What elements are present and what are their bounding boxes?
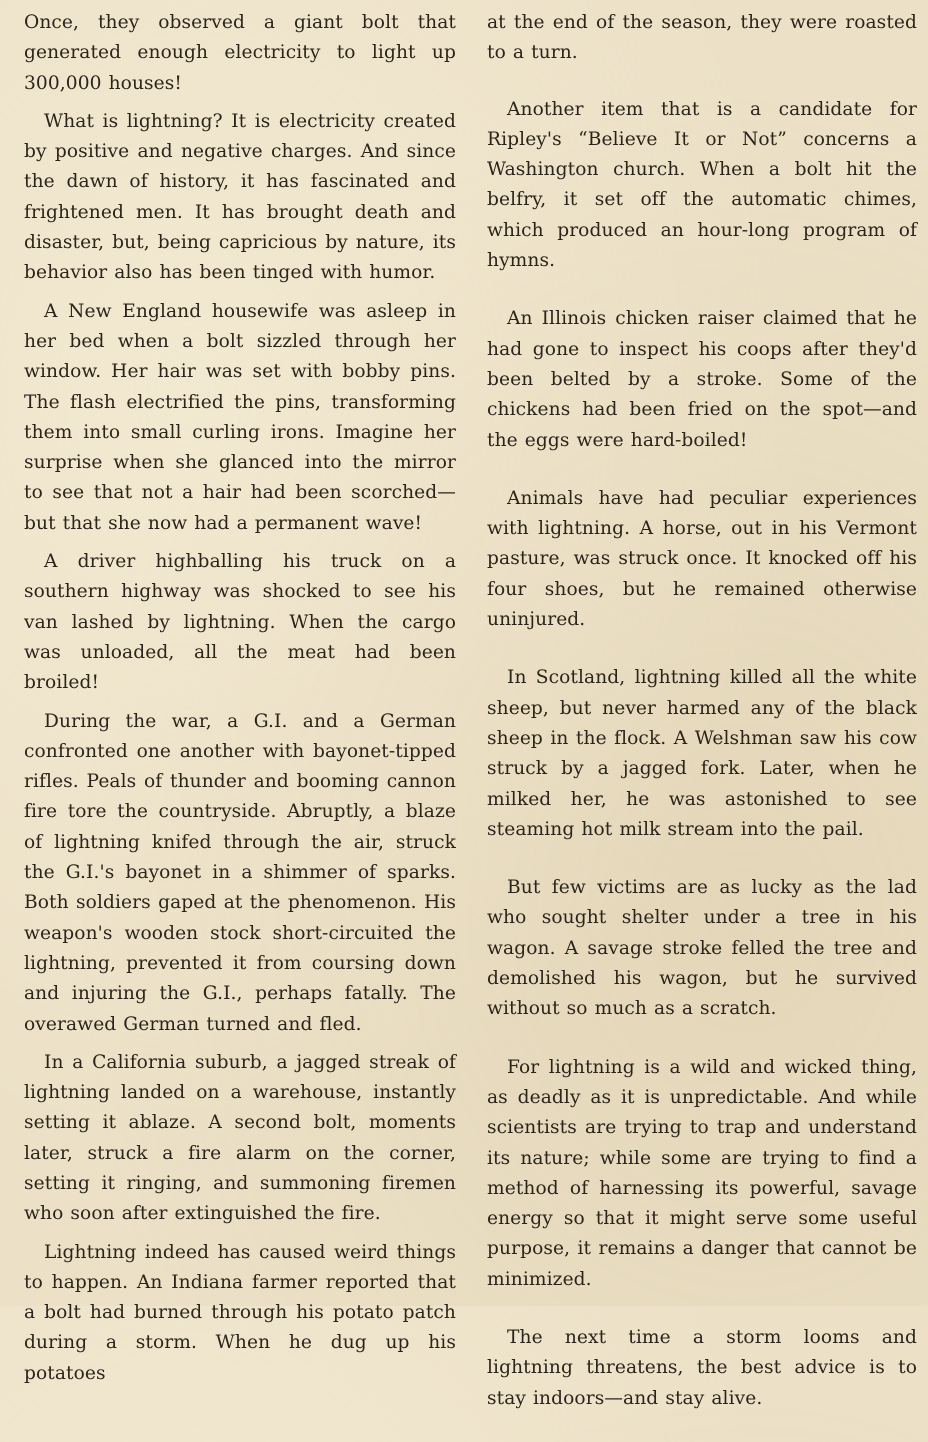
paragraph: For lightning is a wild and wicked thing, as deadly as it is unpredictable. And while scientists are trying to trap and understand its nature; while some are trying to find a method of harnessing its powerful, savage energy so that it might serve some useful purpose, it remains a danger that cannot be minimized. (487, 1056, 917, 1290)
paragraph: Animals have had peculiar experiences with lightning. A horse, out in his Vermont pasture, was struck once. It knocked off his four shoes, but he remained otherwise uninjured. (487, 487, 917, 631)
paragraph: An Illinois chicken raiser claimed that he had gone to inspect his coops after they'd been belted by a stroke. Some of the chickens had been fried on the spot—and the eggs were hard-boiled! (487, 308, 917, 451)
paragraph: The next time a storm looms and lightning threatens, the best advice is to stay indoors—and stay alive. (487, 1326, 917, 1409)
paragraph: In a California suburb, a jagged streak of lightning landed on a warehouse, instantly setting it ablaze. A second bolt, moments later, struck a fire alarm on the corner, setting it ringing, and summoning firemen who soon after extinguished the fire. (24, 1051, 456, 1225)
paragraph: A driver highballing his truck on a southern highway was shocked to see his van lashed by lightning. When the cargo was unloaded, all the meat had been broiled! (24, 551, 456, 694)
paragraph: What is lightning? It is electricity created by positive and negative charges. And since the dawn of history, it has fascinated and frightened men. It has brought death and disaster, but, being capricious by nature, its behavior also has been tinged with humor. (24, 110, 456, 284)
left-column (24, 8, 456, 1397)
paragraph: Another item that is a candidate for Ripley's “Believe It or Not” concerns a Washington church. When a bolt hit the belfry, it set off the automatic chimes, which produced an hour-long program of hymns. (487, 98, 917, 272)
paragraph: During the war, a G.I. and a German confronted one another with bayonet-tipped rifles. Peals of thunder and booming cannon fire tore the countryside. Abruptly, a blaze of lightning knifed through the air, struck the G.I.'s bayonet in a shimmer of sparks. Both soldiers gaped at the phenomenon. His weapon's wooden stock short-circuited the lightning, prevented it from coursing down and injuring the G.I., perhaps fatally. The overawed German turned and fled. (24, 710, 456, 1035)
right-column (487, 8, 917, 1442)
paragraph: Lightning indeed has caused weird things to happen. An Indiana farmer reported that a bolt had burned through his potato patch during a storm. When he dug up his potatoes (24, 1241, 456, 1384)
paragraph: A New England housewife was asleep in her bed when a bolt sizzled through her window. Her hair was set with bobby pins. The flash electrified the pins, transforming them into small curling irons. Imagine her surprise when she glanced into the mirror to see that not a hair had been scorched—but that she now had a permanent wave! (24, 300, 456, 534)
paragraph: Once, they observed a giant bolt that generated enough electricity to light up 300,000 houses! (24, 12, 456, 94)
paragraph: at the end of the season, they were roasted to a turn. (487, 12, 917, 64)
paragraph: In Scotland, lightning killed all the white sheep, but never harmed any of the black sheep in the flock. A Welshman saw his cow struck by a jagged fork. Later, when he milked her, he was astonished to see steaming hot milk stream into the pail. (487, 667, 917, 840)
paragraph: But few victims are as lucky as the lad who sought shelter under a tree in his wagon. A savage stroke felled the tree and demolished his wagon, but he survived without so much as a scratch. (487, 877, 917, 1020)
